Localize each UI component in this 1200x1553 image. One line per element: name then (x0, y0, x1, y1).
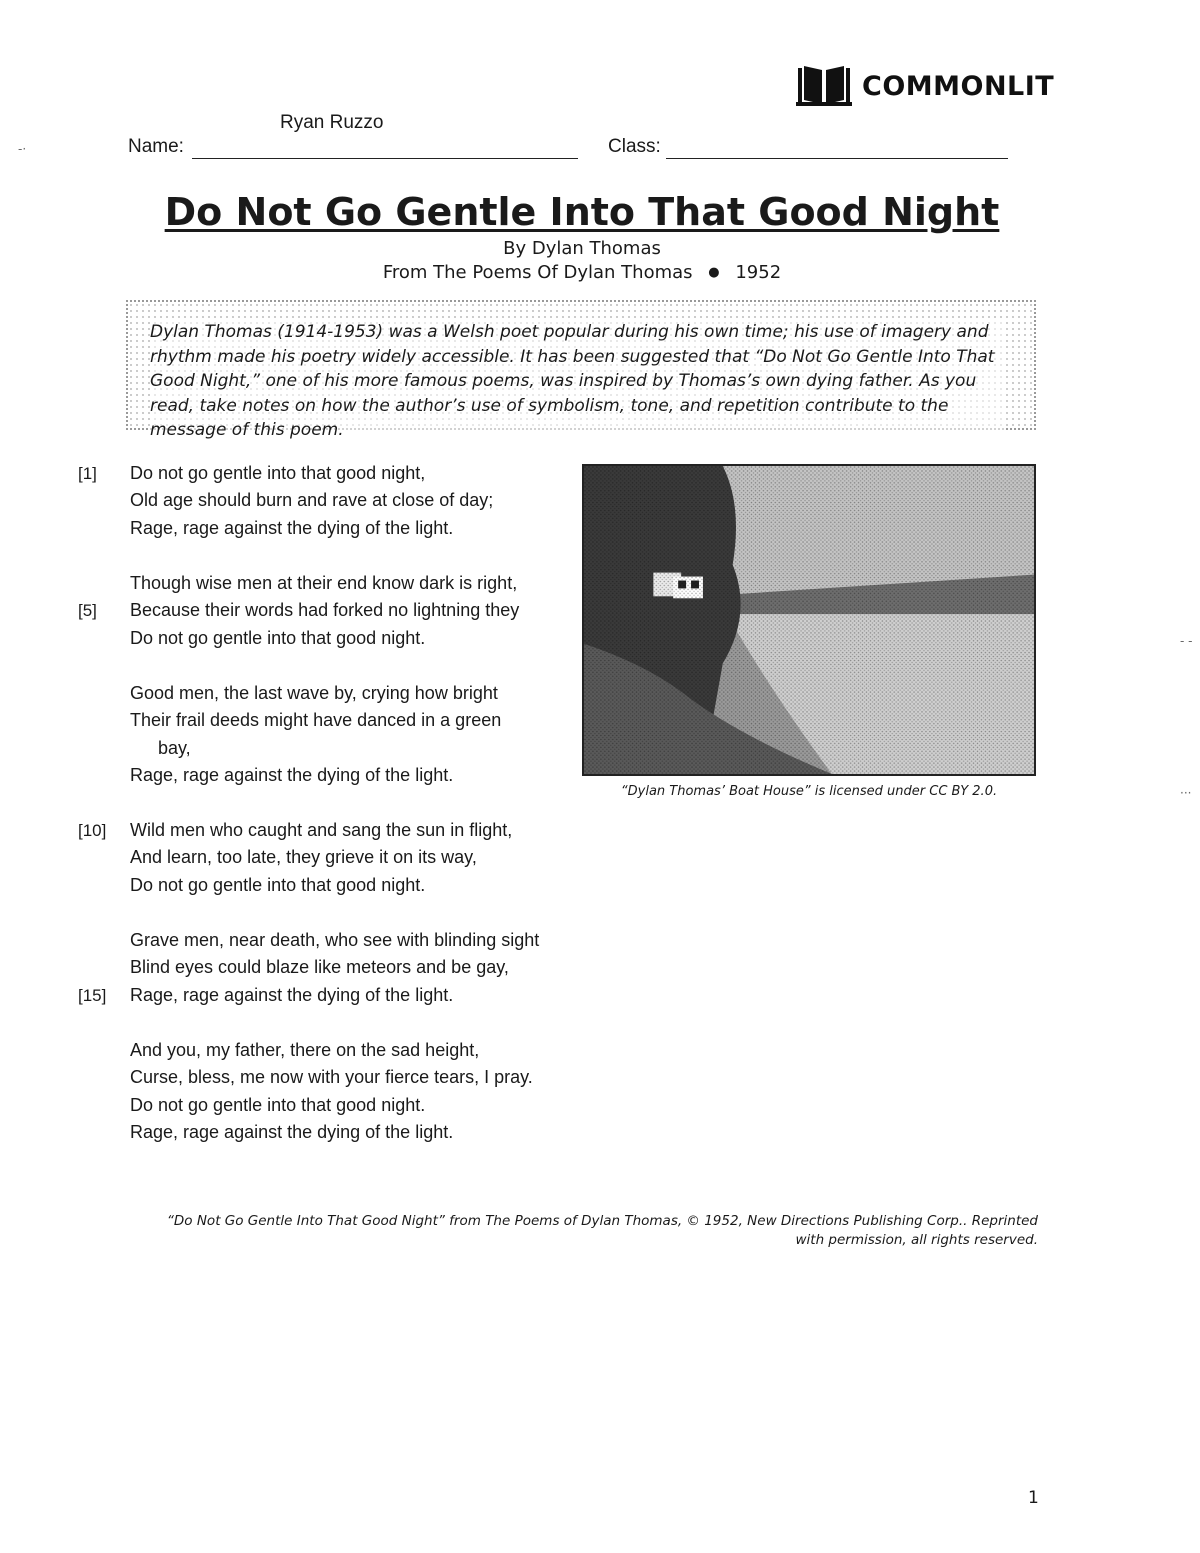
line-text: Though wise men at their end know dark is right, (130, 573, 518, 593)
copyright-credit: “Do Not Go Gentle Into That Good Night” from The Poems of Dylan Thomas, © 1952, New Directions Publishing Corp.. Reprinted with permission, all rights reserved. (166, 1213, 1038, 1248)
line-number: [5] (78, 601, 97, 621)
poem-line (0, 460, 600, 487)
poem-line (0, 707, 600, 734)
line-text: Do not go gentle into that good night, (130, 463, 426, 483)
poem-line (0, 817, 600, 844)
line-text: Rage, rage against the dying of the light. (130, 764, 454, 785)
poem-line (0, 1119, 600, 1146)
line-text: Wild men who caught and sang the sun in flight, (130, 820, 513, 840)
line-text: Because their words had forked no lightning they (130, 600, 520, 621)
photo-caption: “Dylan Thomas’ Boat House” is licensed under CC BY 2.0. (620, 784, 998, 799)
line-text: Rage, rage against the dying of the light. (130, 1121, 454, 1142)
poem-line (0, 625, 600, 652)
stanza (0, 460, 600, 542)
source-publication: From The Poems Of Dylan Thomas (382, 262, 693, 283)
line-text: Curse, bless, me now with your fierce tears, I pray. (130, 1067, 533, 1088)
line-text: And learn, too late, they grieve it on its way, (130, 847, 477, 868)
page-title: Do Not Go Gentle Into That Good Night (164, 190, 1000, 234)
stanza (0, 817, 600, 899)
scan-mark: - - (1180, 634, 1193, 648)
line-text: Blind eyes could blaze like meteors and be gay, (130, 957, 509, 978)
boathouse-landscape-image (584, 466, 1034, 774)
byline: By Dylan Thomas (503, 238, 661, 259)
poem-line (0, 762, 600, 789)
poem-line (0, 570, 600, 597)
stanza (0, 680, 600, 789)
line-text: Good men, the last wave by, crying how bright (130, 683, 498, 703)
poem-line (0, 680, 600, 707)
class-label: Class: (608, 136, 661, 157)
poem-line (0, 927, 600, 954)
source-line (0, 262, 1164, 283)
poem-line (0, 1037, 600, 1064)
scan-mark: -· (18, 142, 27, 156)
intro-box (126, 300, 1036, 440)
open-book-icon (796, 64, 852, 108)
poem-line (0, 1092, 600, 1119)
poem-line (0, 954, 600, 981)
student-name-value[interactable]: Ryan Ruzzo (280, 112, 384, 133)
line-text: Rage, rage against the dying of the light. (130, 517, 454, 538)
brand-name: COMMONLIT (862, 70, 1055, 102)
line-text: Grave men, near death, who see with blinding sight (130, 930, 540, 950)
stanza (0, 570, 600, 652)
line-text: Do not go gentle into that good night. (130, 874, 426, 895)
intro-text: Dylan Thomas (1914-1953) was a Welsh poet popular during his own time; his use of imagery and rhythm made his poetry widely accessible. It has been suggested that “Do Not Go Gentle Into That Good Night,” one of his more famous poems, was inspired by Thomas’s own dying father. As you read, take notes on how the author’s use of symbolism, tone, and repetition contribute to the message of this poem. (150, 320, 1004, 443)
poem-line (0, 1064, 600, 1091)
poem-line (0, 872, 600, 899)
poem-line (0, 597, 600, 624)
line-number: [15] (78, 985, 107, 1005)
line-text: And you, my father, there on the sad height, (130, 1040, 480, 1060)
line-text: Rage, rage against the dying of the light. (130, 984, 454, 1005)
stanza (0, 1037, 600, 1146)
poem-line (0, 487, 600, 514)
line-text: Old age should burn and rave at close of day; (130, 490, 494, 511)
scan-mark: ··· (1180, 786, 1192, 800)
line-number: [1] (78, 464, 97, 483)
poem-line (0, 982, 600, 1009)
name-label: Name: (128, 136, 184, 157)
source-year: 1952 (735, 262, 782, 283)
bullet-separator: ● (708, 265, 720, 280)
poem-line (0, 844, 600, 871)
class-field[interactable] (666, 158, 1008, 159)
boathouse-photo (582, 464, 1036, 776)
line-text: Do not go gentle into that good night. (130, 1094, 426, 1115)
stanza (0, 927, 600, 1009)
name-field[interactable] (192, 158, 578, 159)
commonlit-logo (796, 64, 1054, 108)
line-text: Their frail deeds might have danced in a green (130, 710, 502, 731)
poem-line (0, 735, 600, 762)
poem-line (0, 515, 600, 542)
line-number: [10] (78, 821, 107, 840)
page-number: 1 (1028, 1488, 1039, 1508)
line-text: Do not go gentle into that good night. (130, 627, 426, 648)
line-text: bay, (158, 737, 191, 758)
